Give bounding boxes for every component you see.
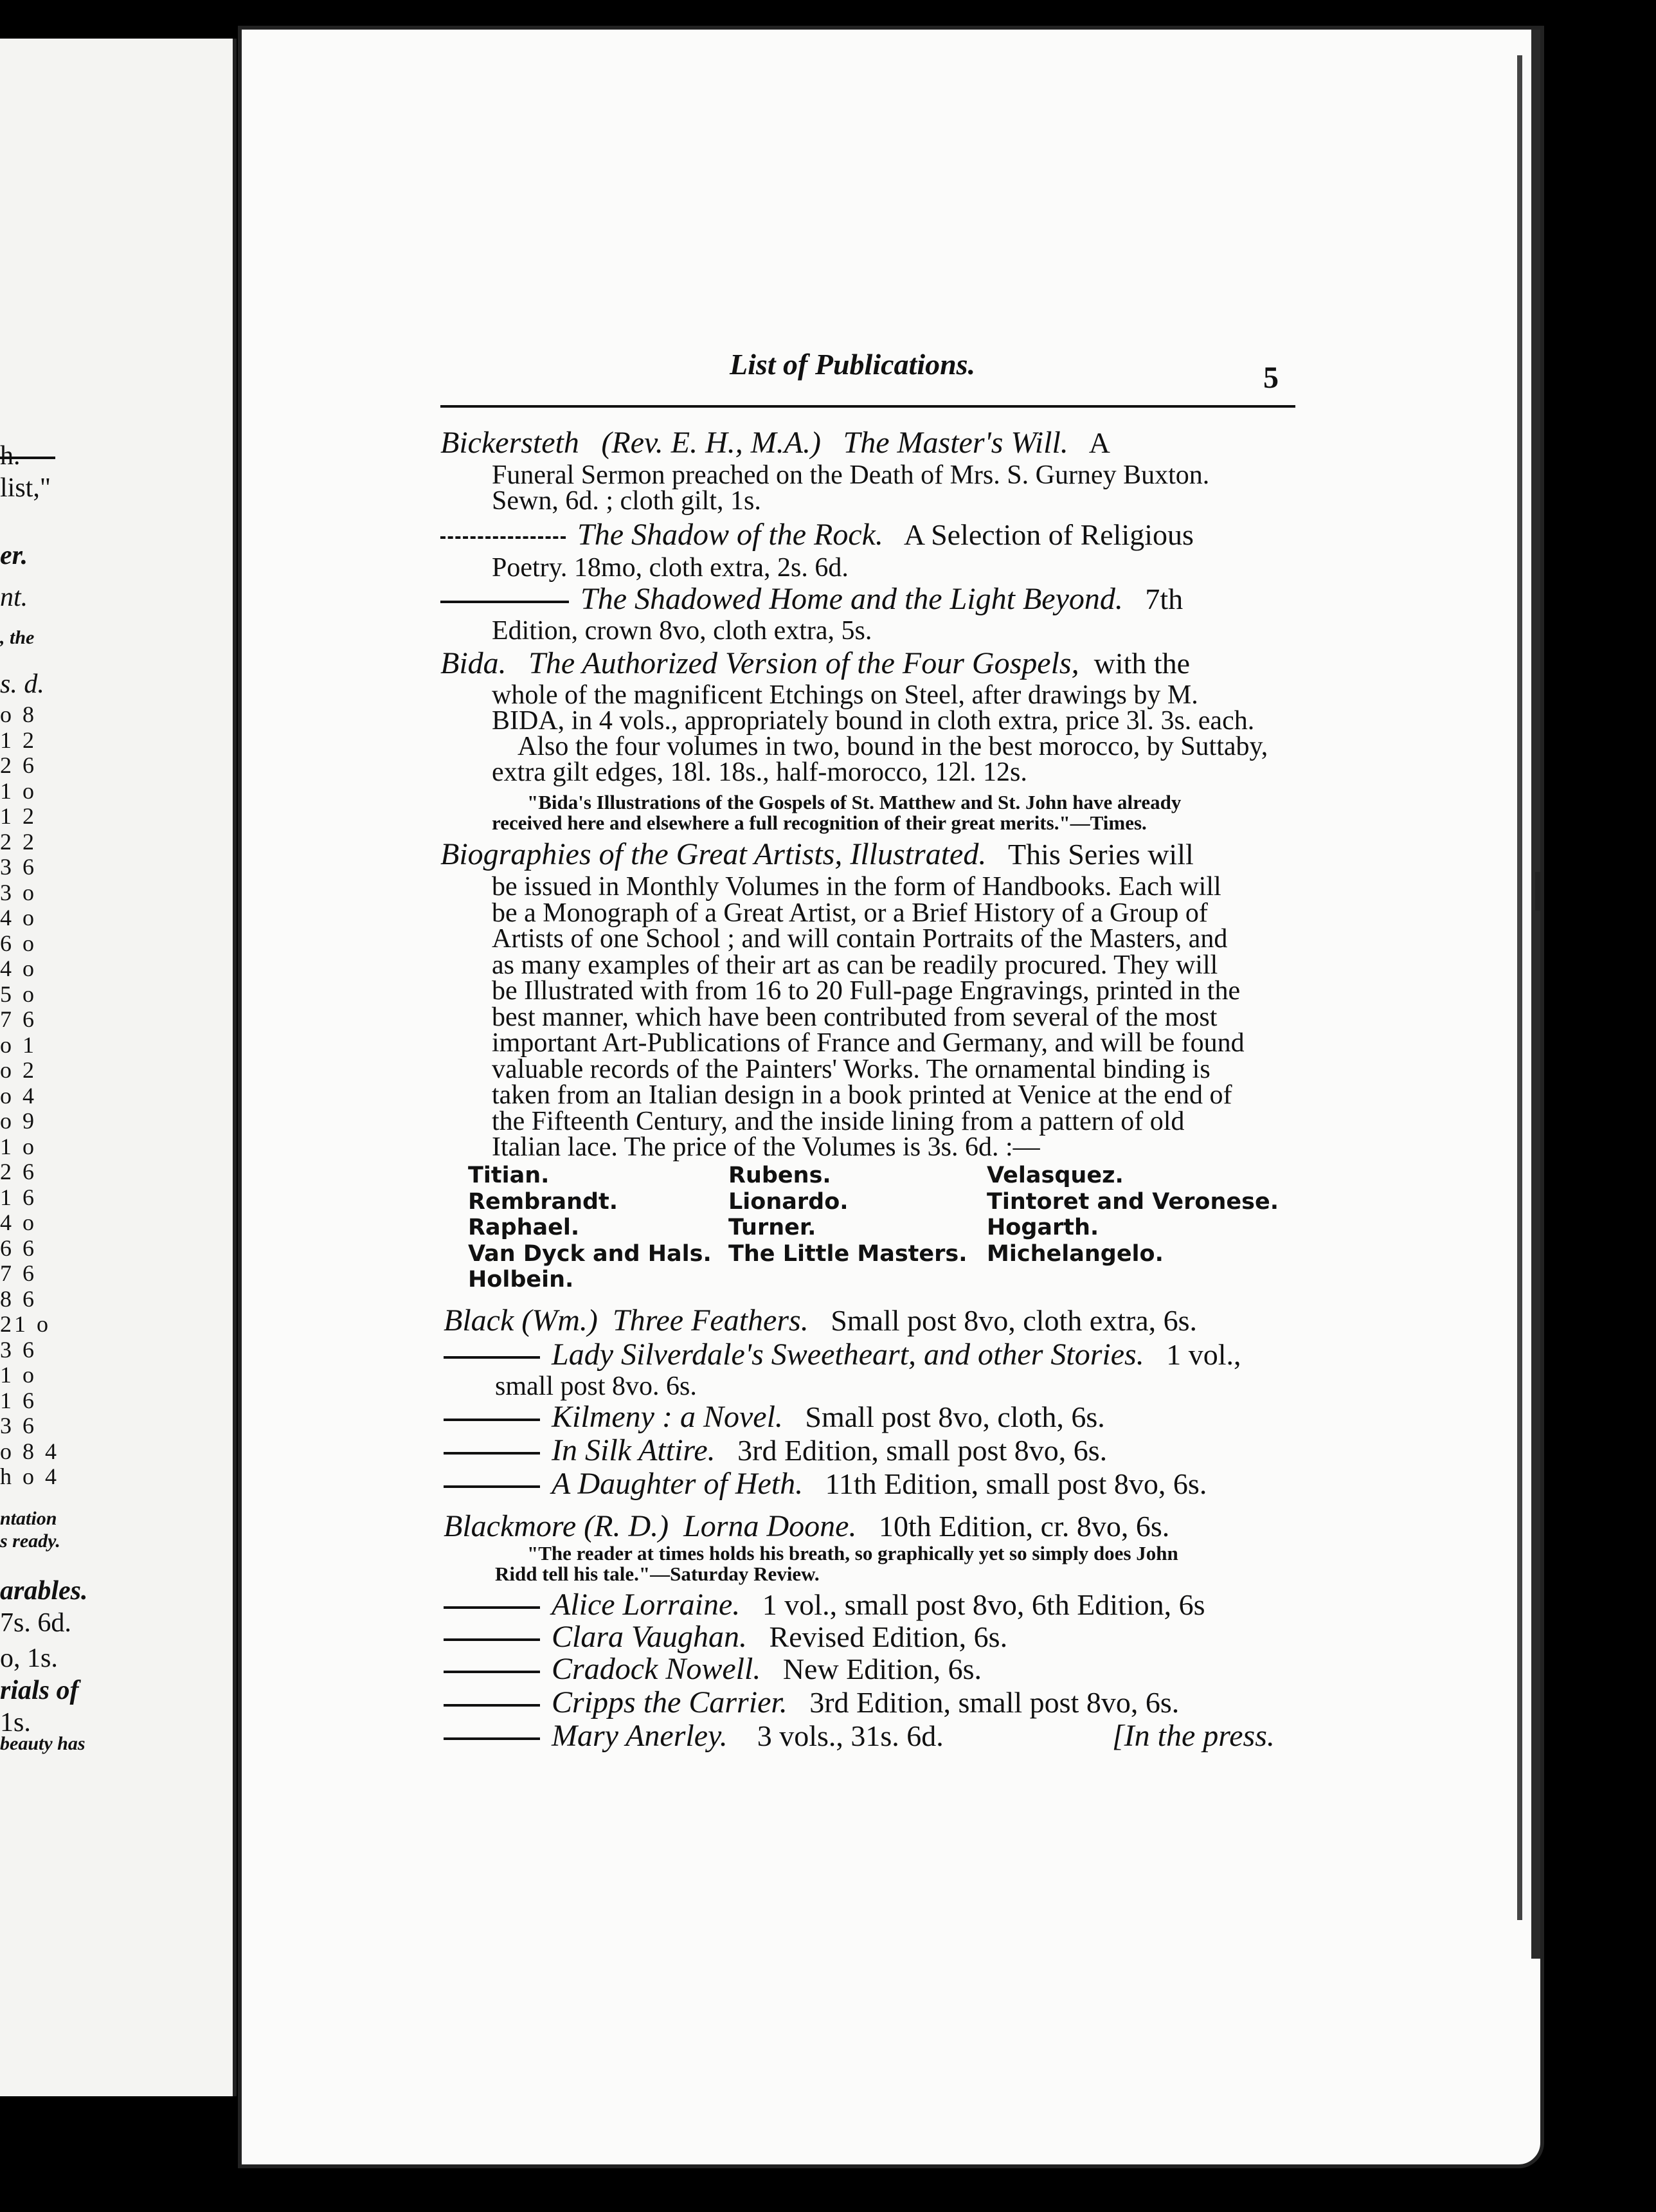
entry-text: best manner, which have been contributed from several of the most (492, 1002, 1218, 1032)
ditto-dash (440, 601, 569, 603)
entry-title: Cradock Nowell. (552, 1652, 761, 1686)
entry-title: The Authorized Version of the Four Gospels, (528, 646, 1079, 680)
ditto-dash (444, 1606, 540, 1609)
artist-volume: Raphael. (468, 1215, 580, 1240)
adjacent-page-text: rials of (0, 1676, 79, 1705)
artist-volume: Van Dyck and Hals. (468, 1240, 712, 1267)
artist-volume: Lionardo. (728, 1188, 849, 1215)
artist-volume: Turner. (728, 1215, 816, 1240)
adjacent-page-price: 5 o (0, 981, 37, 1007)
entry-author: Blackmore (R. D.) (444, 1509, 669, 1543)
artist-volume: Holbein. (468, 1267, 574, 1292)
adjacent-page-price: o 4 (0, 1082, 37, 1109)
adjacent-page-price: o 2 (0, 1057, 37, 1083)
entry-text: Sewn, 6d. ; cloth gilt, 1s. (492, 486, 761, 516)
adjacent-page-price: h o 4 (0, 1464, 59, 1489)
adjacent-page-price: 2 6 (0, 752, 37, 778)
ditto-dash (444, 1704, 540, 1707)
adjacent-page-text: h. (0, 441, 21, 471)
entry-heading (444, 1687, 1179, 1718)
review-quote: "The reader at times holds his breath, so graphically yet so simply does John (527, 1542, 1178, 1564)
entry-title: Alice Lorraine. (552, 1588, 741, 1622)
entry-title: Biographies of the Great Artists, Illustrated. (440, 837, 987, 871)
adjacent-page-price: 1 6 (0, 1184, 37, 1210)
adjacent-page-text: s ready. (0, 1530, 60, 1552)
entry-text: 1 vol., (1166, 1338, 1241, 1371)
entry-title: A Daughter of Heth. (552, 1467, 804, 1501)
adjacent-page-price: 2 2 (0, 828, 37, 855)
adjacent-page-price: 6 6 (0, 1235, 37, 1261)
review-quote: Ridd tell his tale."—Saturday Review. (495, 1563, 820, 1585)
entry-text: be a Monograph of a Great Artist, or a Brief History of a Group of (492, 898, 1208, 928)
entry-text: 10th Edition, cr. 8vo, 6s. (878, 1510, 1170, 1543)
adjacent-page-price: 21 o (0, 1311, 51, 1337)
entry-text: Revised Edition, 6s. (769, 1620, 1008, 1653)
artist-volume: Michelangelo. (987, 1240, 1164, 1267)
entry-title: Lady Silverdale's Sweetheart, and other Stories. (552, 1337, 1144, 1372)
entry-heading (444, 1305, 1197, 1336)
artist-volume: Velasquez. (987, 1163, 1124, 1188)
entry-text: 7th (1145, 583, 1184, 615)
entry-text: New Edition, 6s. (782, 1653, 982, 1685)
adjacent-page-price: 6 o (0, 930, 37, 956)
entry-text: small post 8vo. 6s. (495, 1372, 697, 1401)
entry-heading (444, 1469, 1207, 1500)
running-head: List of Publications. (730, 348, 976, 381)
adjacent-page-price: 3 o (0, 879, 37, 905)
entry-text: Edition, crown 8vo, cloth extra, 5s. (492, 616, 872, 646)
entry-heading (440, 839, 1194, 870)
entry-title: Clara Vaughan. (552, 1620, 748, 1654)
entry-text: Also the four volumes in two, bound in the best morocco, by Suttaby, (518, 732, 1268, 761)
page-number: 5 (1263, 361, 1279, 395)
entry-heading (444, 1339, 1241, 1370)
entry-text: taken from an Italian design in a book printed at Venice at the end of (492, 1080, 1232, 1110)
entry-heading (444, 1654, 982, 1685)
adjacent-page-price: o 1 (0, 1031, 37, 1058)
adjacent-page-text: arables. (0, 1576, 88, 1606)
header-rule (440, 405, 1295, 408)
artist-volume: Rubens. (728, 1163, 831, 1188)
entry-title: Three Feathers. (612, 1303, 809, 1337)
page-edge-shadow (1531, 30, 1540, 1959)
adjacent-page-price: 3 6 (0, 854, 37, 880)
entry-text: Italian lace. The price of the Volumes is 3s. 6d. :— (492, 1132, 1040, 1162)
entry-text: Small post 8vo, cloth extra, 6s. (831, 1304, 1198, 1337)
adjacent-page-price: 8 6 (0, 1285, 37, 1312)
entry-heading (444, 1511, 1169, 1542)
entry-heading (440, 584, 1183, 615)
adjacent-page-text: nt. (0, 583, 28, 612)
adjacent-page-text: , the (0, 627, 35, 648)
ditto-dash (444, 1485, 540, 1488)
entry-author: Bida. (440, 646, 507, 680)
adjacent-page-text: beauty has (0, 1733, 86, 1754)
adjacent-page-text: o, 1s. (0, 1644, 58, 1673)
entry-text: BIDA, in 4 vols., appropriately bound in cloth extra, price 3l. 3s. each. (492, 706, 1255, 736)
entry-text: with the (1094, 647, 1191, 680)
adjacent-page-text: 7s. 6d. (0, 1608, 71, 1638)
ditto-dash (444, 1737, 540, 1740)
entry-text: A Selection of Religious (903, 518, 1194, 551)
entry-heading (444, 1402, 1105, 1433)
adjacent-page-text: list," (0, 473, 51, 503)
adjacent-page-price: 7 6 (0, 1006, 37, 1032)
adjacent-page-price: 4 o (0, 1210, 37, 1235)
adjacent-page-price: o 8 4 (0, 1438, 59, 1464)
ditto-dash (444, 1356, 540, 1359)
entry-heading (444, 1721, 944, 1752)
entry-text: as many examples of their art as can be readily procured. They will (492, 950, 1218, 980)
adjacent-page-price: 7 6 (0, 1260, 37, 1286)
review-quote: "Bida's Illustrations of the Gospels of St. Matthew and St. John have already (527, 791, 1182, 813)
entry-heading (440, 520, 1194, 550)
entry-author-detail: (Rev. E. H., M.A.) (601, 426, 822, 460)
entry-title: In Silk Attire. (552, 1433, 716, 1467)
entry-text: 3 vols., 31s. 6d. (757, 1719, 944, 1752)
adjacent-page-price: 1 o (0, 1133, 37, 1159)
adjacent-page-price: 1 o (0, 1362, 37, 1388)
entry-heading (440, 648, 1190, 679)
entry-text: Artists of one School ; and will contain Portraits of the Masters, and (492, 924, 1228, 954)
entry-title: Cripps the Carrier. (552, 1685, 788, 1719)
ditto-dash (444, 1638, 540, 1641)
artist-volume: Tintoret and Veronese. (987, 1188, 1279, 1215)
press-note: [In the press. (1112, 1719, 1275, 1753)
entry-heading (440, 428, 1110, 458)
entry-title: Lorna Doone. (683, 1509, 857, 1543)
entry-heading (444, 1435, 1107, 1466)
entry-text: 3rd Edition, small post 8vo, 6s. (809, 1686, 1180, 1719)
artist-volume: Hogarth. (987, 1215, 1099, 1240)
adjacent-page-price: 3 6 (0, 1336, 37, 1363)
entry-text: Poetry. 18mo, cloth extra, 2s. 6d. (492, 553, 849, 583)
adjacent-page-text: s. d. (0, 669, 44, 699)
entry-text: Funeral Sermon preached on the Death of Mrs. S. Gurney Buxton. (492, 460, 1210, 490)
artist-volume: The Little Masters. (728, 1240, 968, 1267)
entry-title: Kilmeny : a Novel. (552, 1400, 783, 1434)
entry-title: The Shadowed Home and the Light Beyond. (580, 582, 1123, 616)
adjacent-page-fragment (0, 39, 237, 2096)
adjacent-page-price: 1 2 (0, 727, 37, 753)
artist-volume: Rembrandt. (468, 1188, 618, 1215)
adjacent-page-price: o 9 (0, 1108, 37, 1134)
artist-volume: Titian. (468, 1163, 550, 1188)
entry-title: Mary Anerley. (552, 1719, 728, 1753)
entry-text: A (1088, 426, 1111, 459)
ditto-dash (444, 1671, 540, 1673)
page-edge-shadow (1517, 55, 1522, 1920)
entry-text: 3rd Edition, small post 8vo, 6s. (737, 1434, 1108, 1467)
review-quote: received here and elsewhere a full recognition of their great merits."—Times. (492, 811, 1147, 834)
entry-text: 11th Edition, small post 8vo, 6s. (825, 1467, 1207, 1500)
adjacent-page-price: 1 2 (0, 803, 37, 829)
entry-heading (444, 1590, 1205, 1620)
entry-title: The Master's Will. (843, 426, 1068, 460)
adjacent-page-price: 4 o (0, 905, 37, 930)
ditto-dash (444, 1419, 540, 1421)
adjacent-page-text: ntation (0, 1508, 57, 1529)
adjacent-page-price: 3 6 (0, 1413, 37, 1438)
ditto-dash (440, 536, 566, 539)
adjacent-page-price: 1 o (0, 777, 37, 804)
entry-author: Bickersteth (440, 426, 579, 460)
entry-title: The Shadow of the Rock. (577, 518, 883, 552)
adjacent-page-price: o 8 (0, 702, 37, 727)
scan-speck (1535, 872, 1542, 911)
entry-text: be Illustrated with from 16 to 20 Full-page Engravings, printed in the (492, 976, 1241, 1006)
adjacent-page-price: 2 6 (0, 1159, 37, 1184)
entry-text: 1 vol., small post 8vo, 6th Edition, 6s (762, 1588, 1205, 1621)
entry-text: valuable records of the Painters' Works. The ornamental binding is (492, 1054, 1210, 1084)
adjacent-page-text: er. (0, 541, 28, 570)
entry-text: important Art-Publications of France and Germany, and will be found (492, 1028, 1245, 1058)
entry-author: Black (Wm.) (444, 1303, 598, 1337)
ditto-dash (444, 1452, 540, 1455)
entry-text: whole of the magnificent Etchings on Steel, after drawings by M. (492, 680, 1198, 710)
adjacent-page-price: 4 o (0, 956, 37, 981)
entry-text: be issued in Monthly Volumes in the form of Handbooks. Each will (492, 872, 1221, 902)
entry-text: Small post 8vo, cloth, 6s. (805, 1401, 1105, 1433)
adjacent-page-price: 1 6 (0, 1387, 37, 1413)
entry-heading (444, 1622, 1007, 1653)
entry-text: This Series will (1008, 838, 1194, 871)
adjacent-page-text: 1s. (0, 1708, 31, 1737)
entry-text: the Fifteenth Century, and the inside lining from a pattern of old (492, 1106, 1185, 1136)
entry-text: extra gilt edges, 18l. 18s., half-morocco, 12l. 12s. (492, 757, 1027, 787)
